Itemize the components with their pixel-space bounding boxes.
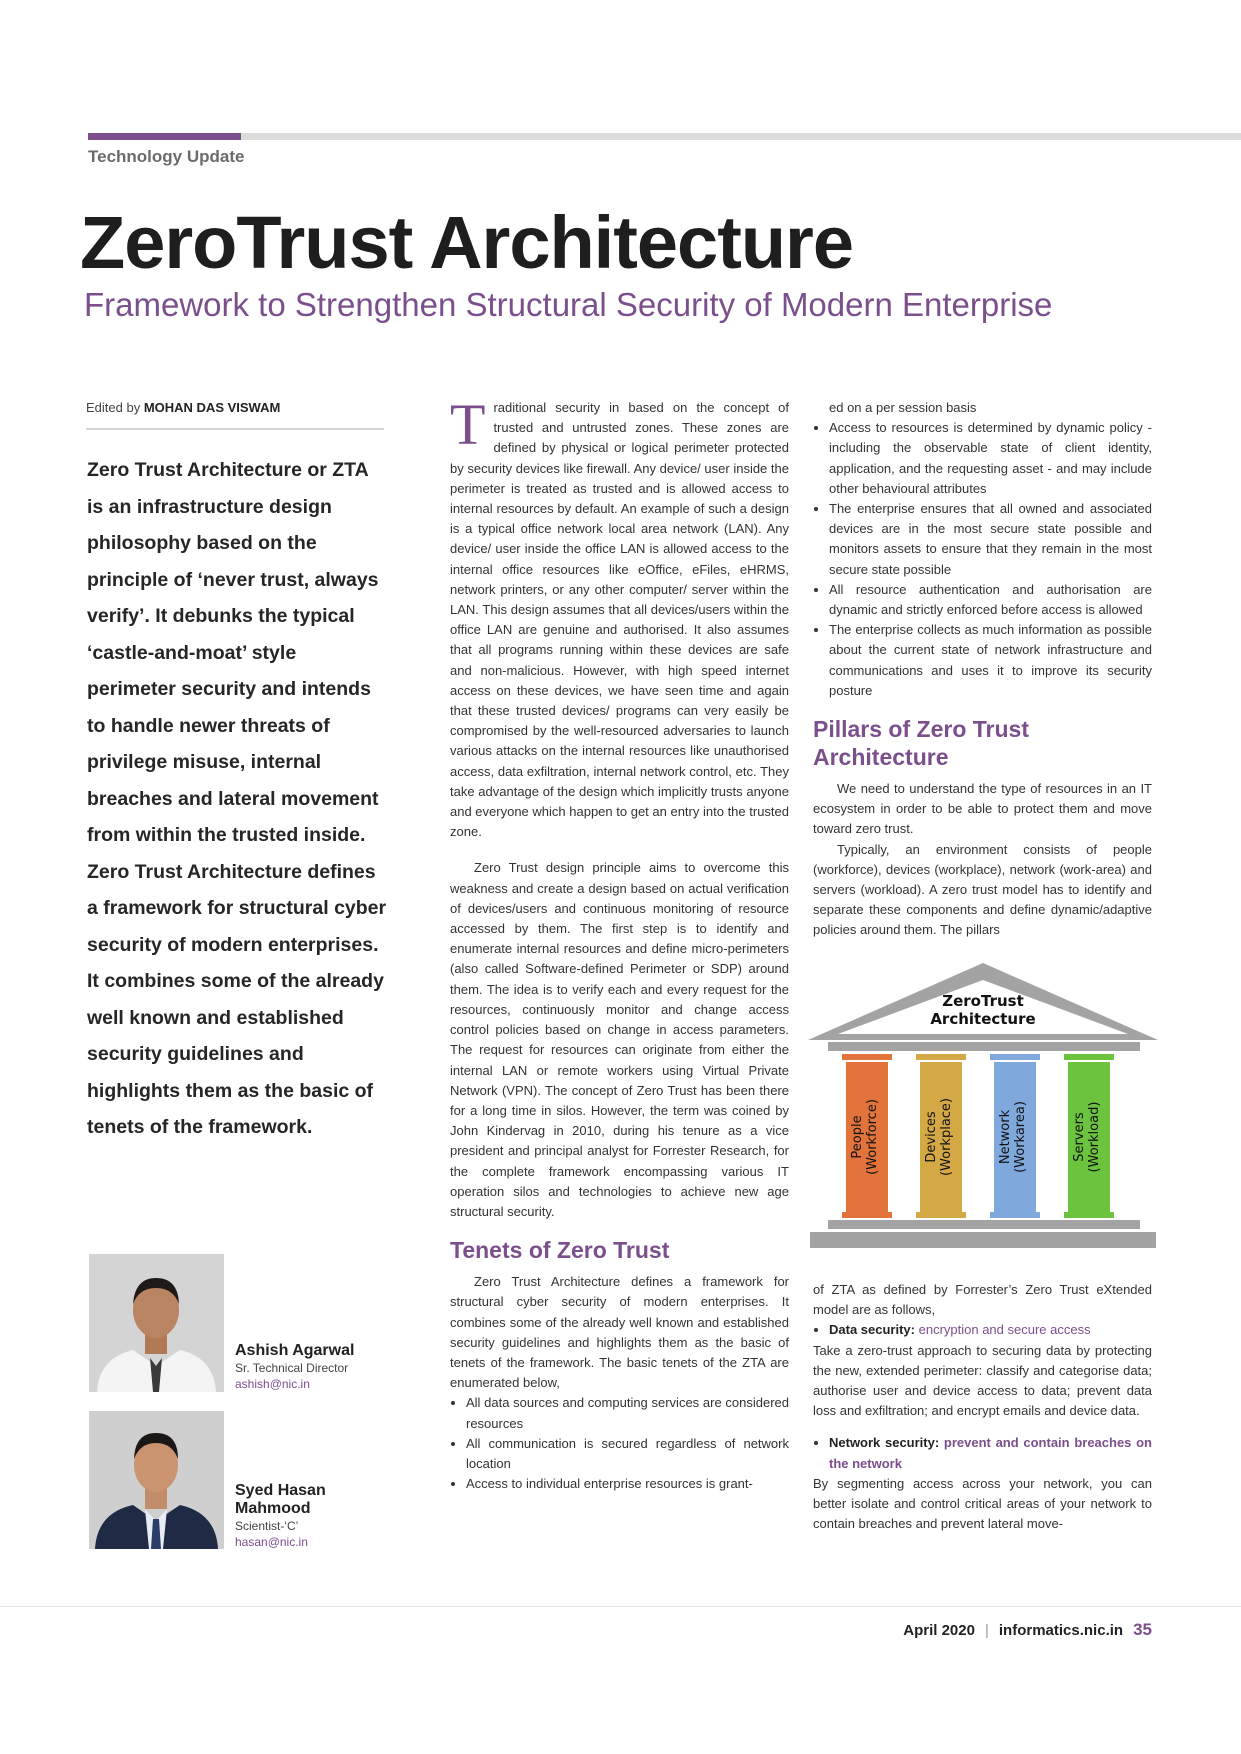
list-item: • All communication is secured regardless of network location — [466, 1434, 789, 1474]
pillars-svg — [808, 958, 1158, 1250]
foundation — [810, 1232, 1156, 1248]
list-item: • Access to resources is determined by dynamic policy - including the observable state of client identity, application, and the requesting asset - and may include other behavioural attributes — [829, 418, 1152, 499]
author-name: Syed Hasan Mahmood — [235, 1482, 326, 1517]
paragraph — [450, 392, 789, 842]
stylobate — [828, 1220, 1140, 1229]
article-subtitle: Framework to Strengthen Structural Security of Modern Enterprise — [84, 286, 1053, 323]
paragraph: We need to understand the type of resources in an IT ecosystem in order to be able to protect them and move toward zero trust. — [813, 781, 1152, 837]
pillar-base — [990, 1212, 1040, 1218]
pillar-label: (Workplace) — [939, 1097, 954, 1177]
tenets-list — [450, 1393, 789, 1494]
editor-name: MOHAN DAS VISWAM — [143, 400, 281, 415]
author-email[interactable]: ashish@nic.in — [235, 1377, 310, 1391]
list-item: • All data sources and computing services are considered resources — [466, 1393, 789, 1433]
list-item: • Access to individual enterprise resources is grant- — [466, 1474, 789, 1494]
editor-credit — [86, 400, 280, 415]
list-item — [829, 1433, 1152, 1473]
pillar-capital — [1064, 1054, 1114, 1060]
section-label: Technology Update — [88, 147, 245, 166]
page-footer — [903, 1620, 1152, 1640]
paragraph: Take a zero-trust approach to securing data by protecting the new, extended perimeter: classify and categorise data; authorise user and device access to data; prevent data loss and exfiltration; and encrypt emails and device data. — [813, 1342, 1152, 1419]
pillar-capital — [916, 1054, 966, 1060]
author-info — [235, 1482, 345, 1550]
author-info — [235, 1342, 354, 1392]
pillar-label: (Workarea) — [1013, 1101, 1028, 1173]
editor-divider — [86, 428, 384, 430]
list-item: • The enterprise collects as much information as possible about the current state of network infrastructure and communications and uses it to improve its security posture — [829, 620, 1152, 701]
paragraph: By segmenting access across your network, you can better isolate and control critical areas of your network to contain breaches and prevent lateral move- — [813, 1475, 1152, 1532]
roof-label-line2: Architecture — [930, 1010, 1036, 1028]
author-name: Ashish Agarwal — [235, 1342, 355, 1359]
pillar-label: Network — [998, 1109, 1013, 1165]
paragraph: Typically, an environment consists of people (workforce), devices (workplace), network (work-area) and servers (workload). A zero trust model has to identify and separate these components and define dynamic/adaptive policies around them. The pillars — [813, 841, 1152, 938]
author-photo — [89, 1411, 224, 1549]
zta-pillars-diagram — [808, 958, 1158, 1250]
pillar-label: Servers — [1072, 1112, 1087, 1162]
editor-prefix: Edited by — [86, 400, 141, 415]
bullet-subtitle: prevent and contain breaches on the network — [829, 1435, 1152, 1471]
entablature — [828, 1042, 1140, 1051]
pillar-base — [916, 1212, 966, 1218]
footer-rule — [0, 1606, 1241, 1607]
list-item — [829, 1320, 1152, 1340]
pillars-list — [813, 1433, 1152, 1473]
article-column-3-continued — [813, 1280, 1152, 1534]
pillar-label: Devices — [924, 1111, 939, 1163]
tenets-list-continued — [813, 418, 1152, 701]
article-column-2 — [450, 392, 789, 1494]
pillar-label: People — [850, 1115, 865, 1159]
pillar-label: (Workload) — [1087, 1101, 1102, 1173]
header-accent-bar — [88, 133, 241, 140]
paragraph: Zero Trust design principle aims to overcome this weakness and create a design based on actual verification of devices/users and continuous monitoring of resource accessed by them. The first step is to identify and enumerate internal resources and define micro-perimeters (also called Software-defined Perimeter or SDP) around them. The idea is to verify each and every request for the resources, continuously monitor and change access control policies based on change in access parameters. The request for resources can originate from either the internal LAN or remote workers using Virtual Private Network (VPN). The concept of Zero Trust has been there for a long time in silos. However, the term was coined by John Kindervag in 2010, during his tenure as a vice president and principal analyst for Forrester Research, for the complete framework encompassing various IT operation silos and technologies to achieve new age structural security. — [450, 860, 789, 1219]
pillar-base — [842, 1212, 892, 1218]
paragraph: Zero Trust Architecture defines a framework for structural cyber security of modern enterprises. It combines some of the already well known and established security guidelines and highlights them as the basic of tenets of the framework. The basic tenets of the ZTA are enumerated below, — [450, 1274, 789, 1391]
section-heading: Tenets of Zero Trust — [450, 1237, 670, 1264]
author-photo — [89, 1254, 224, 1392]
author-role: Scientist-‘C’ — [235, 1519, 299, 1533]
list-item: • All resource authentication and authorisation are dynamic and strictly enforced before access is allowed — [829, 580, 1152, 620]
section-heading: Pillars of Zero Trust Architecture — [813, 716, 1029, 771]
intro-summary: Zero Trust Architecture or ZTA is an infrastructure design philosophy based on the principle of ‘never trust, always verify’. It debunks the typical ‘castle-and-moat’ style perimeter security and intends to handle newer threats of privilege misuse, internal breaches and lateral movement from within the trusted inside. Zero Trust Architecture defines a framework for structural cyber security of modern enterprises. It combines some of the already well known and established security guidelines and highlights them as the basic of tenets of the framework. — [87, 459, 387, 1138]
paragraph: ed on a per session basis — [829, 400, 977, 415]
paragraph-text: raditional security in based on the concept of trusted and untrusted zones. These zones are defined by physical or logical perimeter protected by security devices like firewall. Any device/ user inside the perimeter is treated as trusted and is allowed access to internal resources by default. An example of such a design is a typical office network local area network (LAN). Any device/ user inside the office LAN is allowed access to the internal office resources like eOffice, eFiles, eHRMS, network printers, or any other computer/ server within the LAN. This design assumes that all devices/users within the office LAN are genuine and authorised. It also assumes that all programs running within these devices are safe and non-malicious. However, with high speed internet access on these devices, we have seen time and again that these trusted devices/ programs can very easily be compromised by the well-resourced adversaries to launch various attacks on the internal resources like unauthorised access, data exfiltration, internal network control, etc. They take advantage of the design which implicitly trusts anyone and everyone which happen to get an entry into the trusted zone. — [450, 400, 789, 840]
pillar-label: (Workforce) — [865, 1099, 880, 1175]
author-role: Sr. Technical Director — [235, 1361, 349, 1375]
page-number: 35 — [1133, 1620, 1152, 1639]
pillar-capital — [842, 1054, 892, 1060]
footer-separator: | — [984, 1622, 989, 1639]
pillars-group — [842, 1054, 1114, 1218]
list-item: • The enterprise ensures that all owned and associated devices are in the most secure state possible and monitors assets to ensure that they remain in the most secure state possible — [829, 499, 1152, 580]
author-email[interactable]: hasan@nic.in — [235, 1535, 308, 1549]
pillars-list — [813, 1320, 1152, 1340]
pillar-capital — [990, 1054, 1040, 1060]
footer-date: April 2020 — [903, 1622, 975, 1639]
drop-cap: T — [450, 392, 486, 457]
article-title: ZeroTrust Architecture — [80, 201, 853, 284]
footer-site[interactable]: informatics.nic.in — [998, 1622, 1124, 1639]
bullet-label: Network security: — [829, 1435, 940, 1451]
bullet-subtitle: encryption and secure access — [918, 1322, 1091, 1338]
paragraph: of ZTA as defined by Forrester’s Zero Trust eXtended model are as follows, — [813, 1282, 1152, 1318]
bullet-label: Data security: — [829, 1322, 915, 1338]
article-column-3 — [813, 398, 1152, 941]
pillar-base — [1064, 1212, 1114, 1218]
header-rule — [241, 133, 1241, 140]
roof-label-line1: ZeroTrust — [942, 992, 1024, 1010]
